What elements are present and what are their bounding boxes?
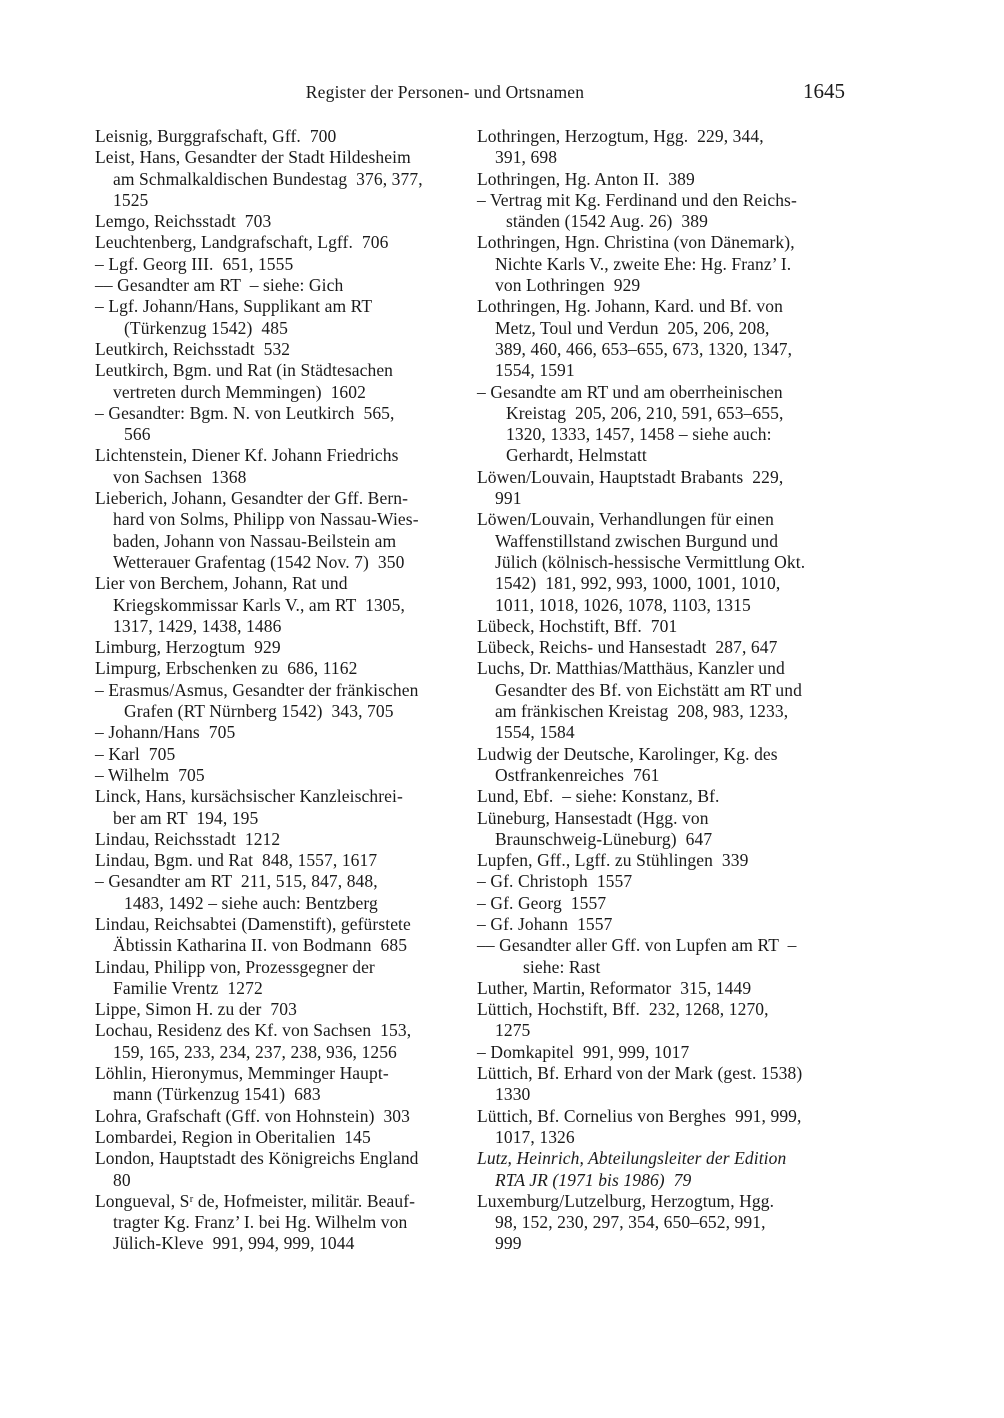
index-entry-line: Lothringen, Hg. Johann, Kard. und Bf. von: [477, 296, 783, 317]
index-entry-line: Lichtenstein, Diener Kf. Johann Friedrichs: [95, 445, 399, 466]
index-entry-line: 80: [113, 1169, 131, 1190]
index-entry-line: – Vertrag mit Kg. Ferdinand und den Reichs-: [477, 189, 797, 210]
index-entry-line: 1525: [113, 189, 149, 210]
index-entry-line: Lindau, Reichsabtei (Damenstift), gefürstete: [95, 913, 411, 934]
index-entry-line: Nichte Karls V., zweite Ehe: Hg. Franz’ I.: [495, 253, 792, 274]
index-entry-line: Waffenstillstand zwischen Burgund und: [495, 530, 779, 551]
index-entry-line: – Lgf. Georg III. 651, 1555: [95, 253, 294, 274]
index-entry-line: Kreistag 205, 206, 210, 591, 653–655,: [506, 402, 784, 423]
index-entry-line: Luxemburg/Lutzelburg, Herzogtum, Hgg.: [477, 1190, 775, 1211]
index-entry-line: – Wilhelm 705: [95, 764, 205, 785]
index-entry-line: Grafen (RT Nürnberg 1542) 343, 705: [124, 701, 394, 722]
index-entry-line: 98, 152, 230, 297, 354, 650–652, 991,: [495, 1212, 766, 1233]
index-entry-line: 1320, 1333, 1457, 1458 – siehe auch:: [506, 424, 772, 445]
index-entry-line: Lieberich, Johann, Gesandter der Gff. Bern-: [95, 488, 409, 509]
index-entry-line: 159, 165, 233, 234, 237, 238, 936, 1256: [113, 1041, 397, 1062]
index-entry-line: Leutkirch, Reichsstadt 532: [95, 338, 291, 359]
index-entry-line: – Erasmus/Asmus, Gesandter der fränkischen: [95, 679, 419, 700]
index-entry-line: am Schmalkaldischen Bundestag 376, 377,: [113, 168, 423, 189]
index-entry-line: Lübeck, Hochstift, Bff. 701: [477, 615, 678, 636]
index-entry-line: (Türkenzug 1542) 485: [124, 317, 288, 338]
index-entry-line: 1017, 1326: [495, 1126, 575, 1147]
index-entry-line: 1011, 1018, 1026, 1078, 1103, 1315: [495, 594, 751, 615]
index-entry-line: – Gf. Johann 1557: [477, 913, 613, 934]
page-header: [95, 79, 845, 108]
index-entry-line: tragter Kg. Franz’ I. bei Hg. Wilhelm von: [113, 1212, 408, 1233]
index-entry-line: ständen (1542 Aug. 26) 389: [506, 211, 708, 232]
index-entry-line: Luchs, Dr. Matthias/Matthäus, Kanzler und: [477, 658, 785, 679]
index-entry-line: Lindau, Bgm. und Rat 848, 1557, 1617: [95, 850, 378, 871]
index-entry-line: Lohra, Grafschaft (Gff. von Hohnstein) 303: [95, 1105, 411, 1126]
index-entry-line: 1330: [495, 1084, 531, 1105]
index-entry-line: Kriegskommissar Karls V., am RT 1305,: [113, 594, 405, 615]
index-entry-line: – Gesandter am RT 211, 515, 847, 848,: [95, 871, 378, 892]
index-entry-line: Leist, Hans, Gesandter der Stadt Hildesheim: [95, 147, 411, 168]
index-entry-line: Lübeck, Reichs- und Hansestadt 287, 647: [477, 637, 778, 658]
index-entry-line: – Gf. Georg 1557: [477, 892, 607, 913]
index-entry-line: Lüttich, Hochstift, Bff. 232, 1268, 1270,: [477, 999, 769, 1020]
index-entry-line: siehe: Rast: [523, 956, 601, 977]
index-entry-line: Ostfrankenreiches 761: [495, 764, 660, 785]
index-entry-line: –– Gesandter aller Gff. von Lupfen am RT –: [477, 935, 797, 956]
index-entry-line: 1554, 1584: [495, 722, 575, 743]
index-entry-line: Lund, Ebf. – siehe: Konstanz, Bf.: [477, 786, 720, 807]
index-entry-line: Lier von Berchem, Johann, Rat und: [95, 573, 348, 594]
index-entry-line: 1275: [495, 1020, 531, 1041]
index-entry-line: Longueval, Sʳ de, Hofmeister, militär. Beauf-: [95, 1190, 416, 1211]
index-entry-line: Löwen/Louvain, Hauptstadt Brabants 229,: [477, 466, 784, 487]
index-entry-line: Lindau, Reichsstadt 1212: [95, 828, 281, 849]
index-entry-line: Luther, Martin, Reformator 315, 1449: [477, 977, 752, 998]
index-entry-line: Jülich (kölnisch-hessische Vermittlung Okt.: [495, 551, 806, 572]
index-entry-line: Leuchtenberg, Landgrafschaft, Lgff. 706: [95, 232, 389, 253]
index-entry-line: baden, Johann von Nassau-Beilstein am: [113, 530, 397, 551]
index-entry-line: –– Gesandter am RT – siehe: Gich: [95, 275, 344, 296]
index-entry-line: Ludwig der Deutsche, Karolinger, Kg. des: [477, 743, 778, 764]
index-entry-line: Äbtissin Katharina II. von Bodmann 685: [113, 935, 408, 956]
index-entry-line: Metz, Toul und Verdun 205, 206, 208,: [495, 317, 770, 338]
index-entry-line: am fränkischen Kreistag 208, 983, 1233,: [495, 701, 789, 722]
index-entry-line: 1483, 1492 – siehe auch: Bentzberg: [124, 892, 378, 913]
index-entry-line: 391, 698: [495, 147, 558, 168]
index-entry-line: Lüttich, Bf. Erhard von der Mark (gest. 1538): [477, 1063, 803, 1084]
index-entry-line: 1542) 181, 992, 993, 1000, 1001, 1010,: [495, 573, 781, 594]
index-entry-line: Jülich-Kleve 991, 994, 999, 1044: [113, 1233, 355, 1254]
index-entry-line: Lüneburg, Hansestadt (Hgg. von: [477, 807, 709, 828]
index-entry-line: Löwen/Louvain, Verhandlungen für einen: [477, 509, 775, 530]
index-entry-line: Leisnig, Burggrafschaft, Gff. 700: [95, 126, 337, 146]
index-column-left: [95, 126, 465, 1255]
index-entry-line: 389, 460, 466, 653–655, 673, 1320, 1347,: [495, 338, 793, 359]
index-entry-line: 1317, 1429, 1438, 1486: [113, 615, 282, 636]
index-entry-line: Gesandter des Bf. von Eichstätt am RT und: [495, 679, 802, 700]
index-entry-line: Braunschweig-Lüneburg) 647: [495, 828, 713, 849]
index-entry-line: Lothringen, Hgn. Christina (von Dänemark),: [477, 232, 795, 253]
index-entry-line: London, Hauptstadt des Königreichs England: [95, 1148, 419, 1169]
index-entry-line: – Lgf. Johann/Hans, Supplikant am RT: [95, 296, 373, 317]
index-entry-line: Gerhardt, Helmstatt: [506, 445, 647, 466]
index-entry-line: vertreten durch Memmingen) 1602: [113, 381, 366, 402]
index-entry-line: – Domkapitel 991, 999, 1017: [477, 1041, 690, 1062]
index-entry-line: Löhlin, Hieronymus, Memminger Haupt-: [95, 1063, 389, 1084]
page-number: 1645: [803, 79, 845, 103]
index-entry-line: Familie Vrentz 1272: [113, 977, 263, 998]
index-entry-line: Limburg, Herzogtum 929: [95, 637, 281, 658]
running-head: Register der Personen- und Ortsnamen: [305, 82, 585, 102]
index-entry-line: hard von Solms, Philipp von Nassau-Wies-: [113, 509, 419, 530]
index-entry-line: 1554, 1591: [495, 360, 575, 381]
index-entry-line: Leutkirch, Bgm. und Rat (in Städtesachen: [95, 360, 394, 381]
index-entry-line: mann (Türkenzug 1541) 683: [113, 1084, 321, 1105]
index-entry-line: – Gesandte am RT und am oberrheinischen: [477, 381, 783, 402]
index-entry-line: Lochau, Residenz des Kf. von Sachsen 153,: [95, 1020, 412, 1041]
index-entry-line: Linck, Hans, kursächsischer Kanzleischrei-: [95, 786, 403, 807]
index-entry-line: ber am RT 194, 195: [113, 807, 259, 828]
index-entry-line: Lindau, Philipp von, Prozessgegner der: [95, 956, 375, 977]
index-columns: [95, 126, 862, 1255]
index-entry-line: von Lothringen 929: [495, 275, 641, 296]
index-entry-line: Lemgo, Reichsstadt 703: [95, 211, 272, 232]
index-entry-line: 566: [124, 424, 151, 445]
index-entry-line: Lombardei, Region in Oberitalien 145: [95, 1126, 371, 1147]
index-entry-line: Lutz, Heinrich, Abteilungsleiter der Edition: [477, 1148, 787, 1169]
index-entry-line: Lippe, Simon H. zu der 703: [95, 999, 297, 1020]
index-entry-line: 999: [495, 1233, 522, 1254]
index-entry-line: 991: [495, 488, 522, 509]
index-entry-line: Limpurg, Erbschenken zu 686, 1162: [95, 658, 358, 679]
index-entry-line: Lüttich, Bf. Cornelius von Berghes 991, 999,: [477, 1105, 802, 1126]
index-entry-line: – Gf. Christoph 1557: [477, 871, 633, 892]
index-entry-line: Lothringen, Herzogtum, Hgg. 229, 344,: [477, 126, 764, 146]
index-entry-line: von Sachsen 1368: [113, 466, 247, 487]
index-entry-line: RTA JR (1971 bis 1986) 79: [495, 1169, 692, 1190]
index-entry-line: – Gesandter: Bgm. N. von Leutkirch 565,: [95, 402, 395, 423]
index-entry-line: – Johann/Hans 705: [95, 722, 236, 743]
index-entry-line: Lothringen, Hg. Anton II. 389: [477, 168, 695, 189]
index-column-right: [477, 126, 862, 1255]
index-entry-line: Wetterauer Grafentag (1542 Nov. 7) 350: [113, 551, 405, 572]
index-entry-line: – Karl 705: [95, 743, 176, 764]
index-entry-line: Lupfen, Gff., Lgff. zu Stühlingen 339: [477, 850, 749, 871]
